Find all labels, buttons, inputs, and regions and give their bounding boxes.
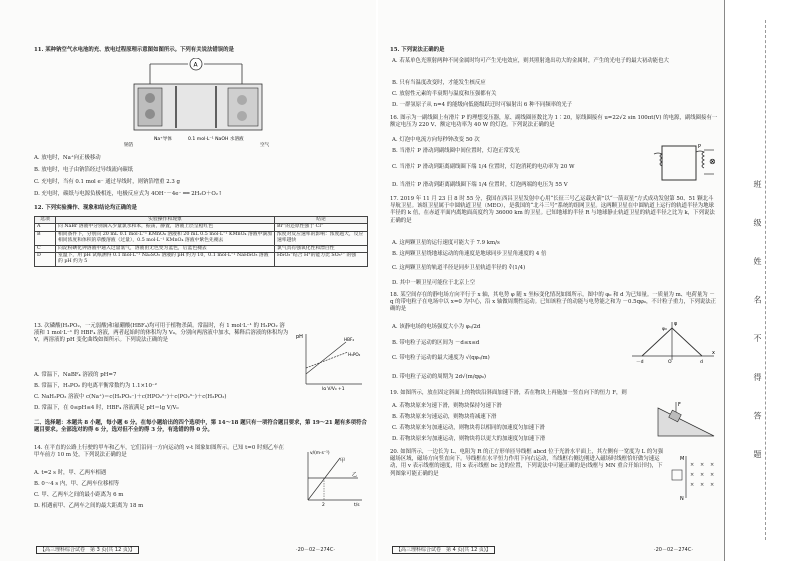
q13-ph-graph xyxy=(296,330,366,390)
q12-row-d-operation: 室温下，用 pH 试纸测得 0.1 mol·L⁻¹ Na₂SO₃ 溶液的 pH 约为 10，0.1 mol·L⁻¹ NaHSO₃ 溶液的 pH 约为 5 xyxy=(56,253,275,267)
q18-stem: 18. 某空间存在的静电场方向平行于 x 轴，其电势 φ 随 x 坐标变化情况如图所示，图中的 φ₀ 和 d 为已知量。一质量为 m、电荷量为 －q 的带电粒子在电场中以 x=0 为中心，沿 x 轴做周期性运动。已知该粒子的动能与电势能之和为 －0.5qφ₀，不计粒子重力，下列说法正确的是 xyxy=(390,292,717,313)
q16-option-c: C. 当滑片 P 滑动到距离副线圈下端 1/4 位置时，灯泡消耗的电功率为 20 W xyxy=(392,164,575,170)
q17-stem: 17. 2019 年 11 月 23 日 8 时 55 分，我国在西昌卫星发射中心用“长征三号乙运载火箭”以“一箭双星”方式成功发射第 50、51 颗北斗导航卫星。该组卫星属于中圆轨道卫星（MEO），是我国的“北斗三号”系统的组网卫星。这两颗卫星在中圆轨道上运行的轨道半径为地球半径的 k 倍，在赤道平面内离地面高度约为 36000 km 的卫星。已知地球的半径 R 与地球静止轨道卫星的轨道半径之比为 k，下列说法正确的是 xyxy=(390,196,715,224)
q11-option-c: C. 充电时，当有 0.1 mol e⁻ 通过导线时，则钠箔增重 2.3 g xyxy=(34,179,180,185)
svg-text:×: × xyxy=(710,482,715,488)
q19-option-c: C. 若物块原来匀加速运动，则物块将以相同的加速度匀加速下滑 xyxy=(392,425,545,431)
q15-option-a: A. 若某单色光照射两种不同金属时均可产生光电效应，则其照射逸出功大的金属时，产生的光电子的最大初动能也大 xyxy=(392,58,669,64)
q12-stem: 12. 下列实验操作、现象和结论均正确的是 xyxy=(34,205,137,211)
q15-stem: 15. 下列说法正确的是 xyxy=(390,47,445,53)
section2-instructions: 二、选择题：本题共 8 小题，每小题 6 分。在每小题给出的四个选项中，第 14～18 题只有一项符合题目要求，第 19～21 题有多项符合题目要求。全部选对的得 6 分，选对但不全的得 3 分，有选错的得 0 分。 xyxy=(34,420,367,434)
q18-potential-graph xyxy=(628,318,718,364)
q13-x-label: lg V/V₀ +1 xyxy=(322,387,345,390)
q18-option-b: B. 带电粒子运动的区间为 －d≤x≤d xyxy=(392,340,480,346)
q14-option-c: C. 甲、乙两车之间的最小距离为 6 m xyxy=(34,492,124,498)
q11-stem: 11. 某种钠空气水电池的充、放电过程原理示意图如图所示。下列有关说法错误的是 xyxy=(34,47,234,53)
right-page xyxy=(378,0,724,561)
q13-option-a: A. 常温下，NaBF₄ 溶液的 pH=7 xyxy=(34,372,117,378)
q12-row-b-label: B xyxy=(35,231,56,245)
q19-stem: 19. 如图所示，放在固定斜面上的物块沿斜面加速下滑，若在物块上再施加一竖直向下的恒力 F，则 xyxy=(390,390,627,396)
q12-row-c-label: C xyxy=(35,245,56,252)
ammeter-label: A xyxy=(193,61,198,69)
q11-option-d: D. 充电时，碳纸与电源负极相连，电极反应式为 4OH⁻－4e⁻ ══ 2H₂O＋O₂↑ xyxy=(34,191,223,197)
binding-line xyxy=(765,20,766,540)
table-row xyxy=(35,231,368,245)
q12-row-a-operation: 向 NaBr 溶液中分别滴入少量氯水和苯，振荡，静置，溶液上层呈橙红色 xyxy=(56,224,275,231)
q14-y-label: v/(m·s⁻¹) xyxy=(310,451,330,456)
q15-option-d: D. 一群氢原子从 n=4 的能级向低能级跃迁时可辐射出 6 种不同频率的光子 xyxy=(392,102,573,108)
svg-text:×: × xyxy=(690,482,695,488)
q13-option-b: B. 常温下，H₃PO₂ 的电离平衡常数约为 1.1×10⁻² xyxy=(34,383,157,389)
q16-option-b: B. 当滑片 P 滑动到副线圈中间位置时，灯泡正常发光 xyxy=(392,148,520,154)
q17-option-a: A. 这两颗卫星的运行速度可能大于 7.9 km/s xyxy=(392,240,500,246)
q12-table xyxy=(34,216,368,267)
left-footer-code: ·20－02－274C· xyxy=(296,547,335,553)
q12-row-d-label: D xyxy=(35,253,56,267)
right-footer-title: 【高三理科综合试卷 第 4 页(共 12 页)】 xyxy=(392,547,495,554)
right-footer-code: ·20－02－274C· xyxy=(654,547,693,553)
table-row xyxy=(35,253,368,267)
q19-option-a: A. 若物块原来匀速下滑，则物块保持匀速下滑 xyxy=(392,403,502,409)
q12-row-d-conclusion: HSO₃⁻结合 H⁺的能力比 SO₃²⁻ 的强 xyxy=(275,253,368,267)
svg-text:×: × xyxy=(710,462,715,468)
q15-option-b: B. 只有当温度改变时，才能发生核反应 xyxy=(392,80,486,86)
q13-option-d: D. 常温下，在 0≤pH≤4 时，HBF₄ 溶液满足 pH＝lg V/V₀ xyxy=(34,405,179,411)
q19-option-d: D. 若物块原来匀加速运动，则物块将以更大的加速度匀加速下滑 xyxy=(392,436,546,442)
q16-transformer-diagram xyxy=(648,140,718,186)
q20-m-label: M xyxy=(680,456,685,462)
q13-y-label: pH xyxy=(296,334,303,340)
lamp-icon: ⊗ xyxy=(709,157,716,166)
q14-option-b: B. 0～4 s 内，甲、乙两车位移相等 xyxy=(34,481,120,487)
binding-margin xyxy=(724,0,794,561)
left-page xyxy=(0,0,376,561)
q13-stem: 13. 次磷酸(H₃PO₂，一元弱酸)和氟硼酸(HBF₄)均可用于植物杀菌。常温时，有 1 mol·L⁻¹ 的 H₃PO₂ 溶液和 1 mol·L⁻¹ 的 HBF₄ 溶液，两者起始时的体积均为 V₀，分别向两溶液中加水，稀释后溶液的体积均为 V，两溶液的 pH 变化曲线如图所示。下列说法正确的是 xyxy=(34,323,289,344)
q13-curve1-label: HBF₄ xyxy=(344,337,355,342)
slider-p-label: P xyxy=(698,144,702,150)
q12-header-operation: 实验操作和现象 xyxy=(56,217,275,224)
q19-force-label: F xyxy=(678,402,681,408)
q15-option-c: C. 放射性元素的半衰期与温度和压强都有关 xyxy=(392,91,497,97)
q12-row-c-conclusion: 氯气具有强氧化性和漂白性 xyxy=(275,245,368,252)
q17-option-c: C. 这两颗卫星的轨道半径是同步卫星轨道半径的 ∛(1/4) xyxy=(392,265,526,271)
q18-option-c: C. 带电粒子运动的最大速度为 √(qφ₀/m) xyxy=(392,355,490,361)
q18-neg-d-label: －d xyxy=(636,360,644,364)
q12-row-a-conclusion: Br⁻的还原性强于 Cl⁻ xyxy=(275,224,368,231)
q20-n-label: N xyxy=(680,496,684,502)
q12-row-b-operation: 相同条件下，分别向 20 mL 0.1 mol·L⁻¹ KMnO₄ 溶液和 20 mL 0.5 mol·L⁻¹ KMnO₄ 溶液中滴加相同浓度和体积的草酸溶液（过量），0.5 mol·L⁻¹ KMnO₄ 溶液中紫色先褪去 xyxy=(56,231,275,245)
q14-car-b-label: 乙 xyxy=(352,472,358,478)
q19-incline-diagram xyxy=(654,400,718,440)
q11-battery-diagram xyxy=(124,58,280,150)
binding-margin-text: 班 级 姓 名 不 得 答 题 xyxy=(753,180,762,472)
q12-header-option: 选项 xyxy=(35,217,56,224)
left-footer-title: 【高三理科综合试卷 第 3 页(共 12 页)】 xyxy=(36,547,139,554)
q19-option-b: B. 若物块原来匀速运动，则物块将减速下滑 xyxy=(392,414,497,420)
q14-option-d: D. 相遇前甲、乙两车之间的最大距离为 18 m xyxy=(34,503,144,509)
svg-text:×: × xyxy=(700,462,705,468)
q12-row-c-operation: 向淀粉碘化钾溶液中通入过量氯气，溶液由无色变为蓝色，后蓝色褪去 xyxy=(56,245,275,252)
svg-text:×: × xyxy=(710,472,715,478)
q20-stem: 20. 如图所示，一边长为 L、电阻为 R 的正方形单匝导线框 abcd 位于光滑水平面上，其左侧有一宽度为 L 的匀强磁场区域，磁场方向竖直向下。导线框在水平恒力作用下向右运动，当线框右侧边刚进入磁场时线框恰好做匀速运动，用 v 表示线框的速度，用 x 表示线框 bc 边的位置，下列说法中可能正确的是(线框与 MN 重合开始计时)，下列图象可能正确的是 xyxy=(390,449,664,477)
q18-x-label: x xyxy=(712,350,715,356)
electrolyte1-label: Na⁺导体 xyxy=(154,137,172,142)
q14-vt-graph xyxy=(300,448,366,508)
q18-option-d: D. 带电粒子运动的周期为 2d√(m/qφ₀) xyxy=(392,374,487,380)
svg-text:×: × xyxy=(700,482,705,488)
q18-origin-label: O xyxy=(668,360,672,364)
air-label: 空气 xyxy=(260,143,270,148)
q12-header-conclusion: 结论 xyxy=(275,217,368,224)
q18-phi0-label: φ₀ xyxy=(662,327,667,332)
electrolyte2-label: 0.1 mol·L⁻¹ NaOH 水溶液 xyxy=(188,137,244,142)
q12-row-a-label: A xyxy=(35,224,56,231)
table-row xyxy=(35,224,368,231)
q14-tick-label: 2 xyxy=(322,503,325,508)
svg-text:×: × xyxy=(690,462,695,468)
q13-option-c: C. NaH₂PO₂ 溶液中 c(Na⁺)＝c(H₂PO₂⁻)＋c(HPO₂²⁻)＋c(PO₂³⁻)＋c(H₃PO₂) xyxy=(34,394,227,400)
q14-car-a-label: 甲 xyxy=(340,458,346,464)
q14-x-label: t/s xyxy=(354,503,360,508)
q14-option-a: A. t=2 s 时，甲、乙两车相遇 xyxy=(34,470,107,476)
q18-y-label: φ xyxy=(674,321,678,327)
q20-magnetic-field-diagram xyxy=(670,452,720,502)
q13-curve2-label: H₃PO₂ xyxy=(348,352,361,357)
svg-text:×: × xyxy=(700,472,705,478)
q14-stem: 14. 在平直的公路上行驶的甲车和乙车，它们沿同一方向运动的 v-t 图象如图所示。已知 t=0 时刻乙车在甲车前方 10 m 处，下列说法正确的是 xyxy=(34,445,284,459)
q18-option-a: A. 该静电场的电场强度大小为 φ₀/2d xyxy=(392,324,481,330)
na-foil-label: 钠箔 xyxy=(124,143,134,148)
q17-option-b: B. 这两颗卫星绕地球运动的角速度是地球同步卫星角速度的 4 倍 xyxy=(392,251,547,257)
q12-row-b-conclusion: 浓度对反应速率的影响：浓度越大，反应速率越快 xyxy=(275,231,368,245)
q16-option-a: A. 灯泡中电流方向每秒钟改变 50 次 xyxy=(392,137,480,143)
q11-option-a: A. 放电时，Na⁺向正极移动 xyxy=(34,155,101,161)
q11-option-b: B. 放电时，电子由钠箔经过导线流向碳纸 xyxy=(34,167,134,173)
table-row xyxy=(35,245,368,252)
q17-option-d: D. 其中一颗卫星可能位于北京上空 xyxy=(392,280,476,286)
svg-text:×: × xyxy=(690,472,695,478)
q18-pos-d-label: d xyxy=(700,360,703,364)
q16-stem: 16. 图示为一副线圈上有滑片 P 的理想变压器，原、副线圈匝数比为 1∶20，原线圈接有 u=22√2 sin 100πt(V) 的电源，副线圈接有一额定电压为 220 V、额定电功率为 40 W 的灯泡。下列说法正确的是 xyxy=(390,115,718,129)
q16-option-d: D. 当滑片 P 滑动到距离副线圈下端 1/4 位置时，灯泡两端的电压为 55 V xyxy=(392,182,568,188)
